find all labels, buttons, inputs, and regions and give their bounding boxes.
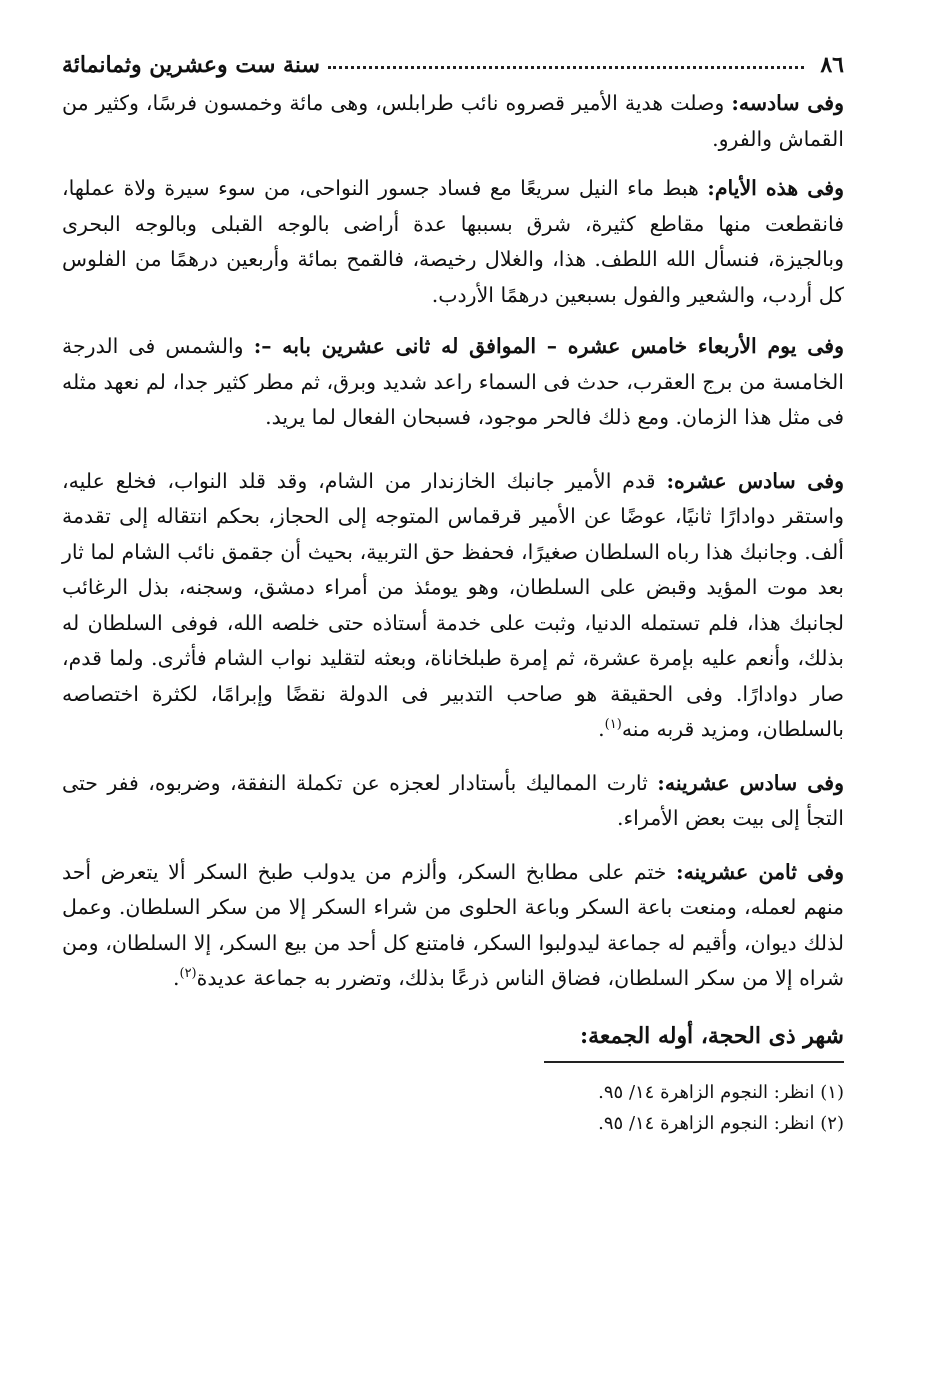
paragraph-lead: وفى هذه الأيام: bbox=[707, 176, 844, 200]
footnotes bbox=[62, 1077, 844, 1139]
footnote: (٢) انظر: النجوم الزاهرة ١٤/ ٩٥. bbox=[598, 1112, 844, 1134]
paragraph-text: ختم على مطابخ السكر، وألزم من يدولب طبخ السكر ألا يتعرض أحد منهم لعمله، ومنعت باعة السكر وباعة الحلوى من شراء السكر إلا من سكر السلطان. وعمل لذلك ديوان، وأقيم له جماعة ليدولبوا السكر، فامتنع كل أحد من بيع السكر، إلا السلطان، ومن شراه إلا من سكر السلطان، فضاق الناس ذرعًا بذلك، وتضرر به جماعة عديدة bbox=[62, 859, 844, 990]
paragraph-lead: وفى سادس عشره: bbox=[666, 468, 844, 493]
paragraph bbox=[62, 855, 844, 997]
running-title: سنة ست وعشرين وثمانمائة bbox=[62, 52, 320, 78]
paragraph-lead: وفى يوم الأربعاء خامس عشره – الموافق له ثانى عشرين بابه –: bbox=[253, 334, 844, 358]
paragraph bbox=[62, 171, 844, 313]
footnote-divider bbox=[544, 1061, 844, 1063]
page-number: ٨٦ bbox=[820, 52, 844, 78]
book-page bbox=[62, 40, 844, 1139]
header-dot-leader bbox=[328, 66, 804, 69]
section-heading: شهر ذى الحجة، أوله الجمعة: bbox=[580, 1022, 844, 1049]
paragraph bbox=[62, 766, 844, 837]
running-header bbox=[62, 40, 844, 78]
paragraph-lead: وفى ثامن عشرينه: bbox=[676, 859, 844, 884]
paragraph-text: قدم الأمير جانبك الخازندار من الشام، وقد قلد النواب، فخلع عليه، واستقر دوادارًا ثانيًا، عوضًا عن الأمير قرقماس المتوجه إلى الحجاز، بحكم انتقاله إلى تقدمة ألف. وجانبك هذا رباه السلطان صغيرًا، فحفظ حق التربية، بحيث أن جقمق نائب الشام لما ثار بعد موت المؤيد وقبض على السلطان، وهو يومئذ من أمراء دمشق، وسجنه، بذل الرغائب لجانبك هذا، فلم تستمله الدنيا، وثبت على خدمة أستاذه حتى خلصه الله، فوفى السلطان له بذلك، وأنعم عليه بإمرة عشرة، ثم إمرة طبلخاناة، وبعثه لتقليد نواب الشام فأثرى. ولما قدم، صار دوادارًا. وفى الحقيقة هو صاحب التدبير فى الدولة نقضًا وإبرامًا، لكثرة اختصاصه بالسلطان، ومزيد قربه منه bbox=[62, 468, 844, 741]
paragraph-lead: وفى سادسه: bbox=[731, 91, 844, 115]
paragraph-tail: . bbox=[598, 717, 605, 741]
paragraph bbox=[62, 86, 844, 157]
footnote-reference[interactable]: (٢) bbox=[179, 966, 197, 982]
paragraph-tail: . bbox=[172, 966, 180, 990]
paragraph-text: هبط ماء النيل سريعًا مع فساد جسور النواحى، من سوء سيرة ولاة عملها، فانقطعت منها مقاطع كثيرة، شرق بسببها عدة أراضى بالوجه القبلى وبالوجه البحرى وبالجيزة، فنسأل الله اللطف. هذا، والغلال رخيصة، فالقمح بمائة وأربعين درهمًا من الفلوس كل أردب، والشعير والفول بسبعين درهمًا الأردب. bbox=[62, 176, 844, 307]
paragraph-lead: وفى سادس عشرينه: bbox=[657, 770, 844, 795]
paragraph-text: وصلت هدية الأمير قصروه نائب طرابلس، وهى مائة وخمسون فرسًا، وكثير من القماش والفرو. bbox=[62, 91, 844, 151]
paragraph bbox=[62, 329, 844, 436]
paragraph-text: ثارت المماليك بأستادار لعجزه عن تكملة النفقة، وضربوه، ففر حتى التجأ إلى بيت بعض الأمراء. bbox=[62, 770, 844, 830]
paragraph-text: والشمس فى الدرجة الخامسة من برج العقرب، حدث فى السماء راعد شديد وبرق، ثم مطر كثير جدا، لم نعهد مثله فى مثل هذا الزمان. ومع ذلك فالحر موجود، فسبحان الفعال لما يريد. bbox=[62, 334, 844, 429]
footnote: (١) انظر: النجوم الزاهرة ١٤/ ٩٥. bbox=[598, 1081, 844, 1103]
footnote-reference[interactable]: (١) bbox=[604, 717, 622, 733]
paragraph bbox=[62, 464, 844, 748]
